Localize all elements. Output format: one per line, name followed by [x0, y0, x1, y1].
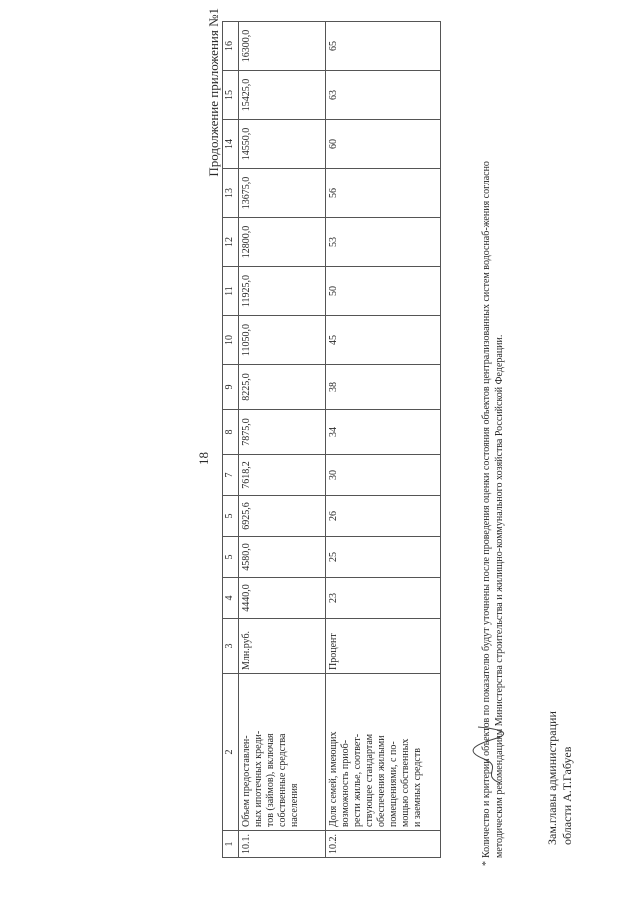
header-cell: 14 [223, 120, 239, 169]
value-cell: 7618,2 [239, 455, 326, 496]
value-cell: 6925,6 [239, 496, 326, 537]
table-row [326, 22, 441, 858]
indicator-table [222, 21, 441, 858]
footnote-mark: * [481, 861, 492, 866]
header-cell: 7 [223, 455, 239, 496]
value-cell: 45 [326, 316, 441, 365]
header-cell: 2 [223, 674, 239, 831]
signature-line-1: Зам.главы администрации [545, 711, 559, 845]
header-cell: 3 [223, 619, 239, 674]
value-cell: 65 [326, 22, 441, 71]
value-cell: 56 [326, 169, 441, 218]
value-cell: 11050,0 [239, 316, 326, 365]
header-cell: 10 [223, 316, 239, 365]
header-cell: 13 [223, 169, 239, 218]
header-cell: 1 [223, 831, 239, 858]
value-cell: 13675,0 [239, 169, 326, 218]
indicator-name: Объем предоставлен- ных ипотечных креди- тов (займов), включая собственные средства населения [239, 674, 326, 831]
unit-cell: Млн.руб. [239, 619, 326, 674]
value-cell: 11925,0 [239, 267, 326, 316]
row-number: 10.1. [239, 831, 326, 858]
value-cell: 23 [326, 578, 441, 619]
value-cell: 34 [326, 410, 441, 455]
value-cell: 4440,0 [239, 578, 326, 619]
value-cell: 25 [326, 537, 441, 578]
header-cell: 9 [223, 365, 239, 410]
value-cell: 14550,0 [239, 120, 326, 169]
unit-cell: Процент [326, 619, 441, 674]
table-header-row [223, 22, 239, 858]
table-row [239, 22, 326, 858]
value-cell: 4580,0 [239, 537, 326, 578]
row-number: 10.2. [326, 831, 441, 858]
value-cell: 12800,0 [239, 218, 326, 267]
header-cell: 5 [223, 496, 239, 537]
header-cell: 11 [223, 267, 239, 316]
page-number: 18 [196, 452, 211, 465]
signature-block [545, 711, 575, 845]
header-cell: 15 [223, 71, 239, 120]
value-cell: 26 [326, 496, 441, 537]
header-cell: 8 [223, 410, 239, 455]
value-cell: 38 [326, 365, 441, 410]
value-cell: 30 [326, 455, 441, 496]
signature-line-2: области А.Т.Габуев [560, 746, 574, 845]
handwritten-signature [470, 725, 510, 785]
header-cell: 4 [223, 578, 239, 619]
value-cell: 63 [326, 71, 441, 120]
continuation-label: Продолжение приложения №1 [206, 8, 221, 177]
value-cell: 60 [326, 120, 441, 169]
value-cell: 8225,0 [239, 365, 326, 410]
value-cell: 7875,0 [239, 410, 326, 455]
value-cell: 53 [326, 218, 441, 267]
header-cell: 12 [223, 218, 239, 267]
footnote-text: Количество и критерии объектов по показателю будут уточнены после проведения оценки состояния объектов централизованных систем водоснаб-жения согласно методическим рекомендациям Министерства строительства и жилищно-коммунального хозяйства Российской Федерации. [481, 161, 505, 858]
indicator-name: Доля семей, имеющих возможность приоб- рести жилье, соответ- ствующее стандартам обеспечения жилыми помещениями, с по- мощью собственных и заемных средств [326, 674, 441, 831]
header-cell: 16 [223, 22, 239, 71]
header-cell: 5 [223, 537, 239, 578]
value-cell: 50 [326, 267, 441, 316]
value-cell: 16300,0 [239, 22, 326, 71]
value-cell: 15425,0 [239, 71, 326, 120]
